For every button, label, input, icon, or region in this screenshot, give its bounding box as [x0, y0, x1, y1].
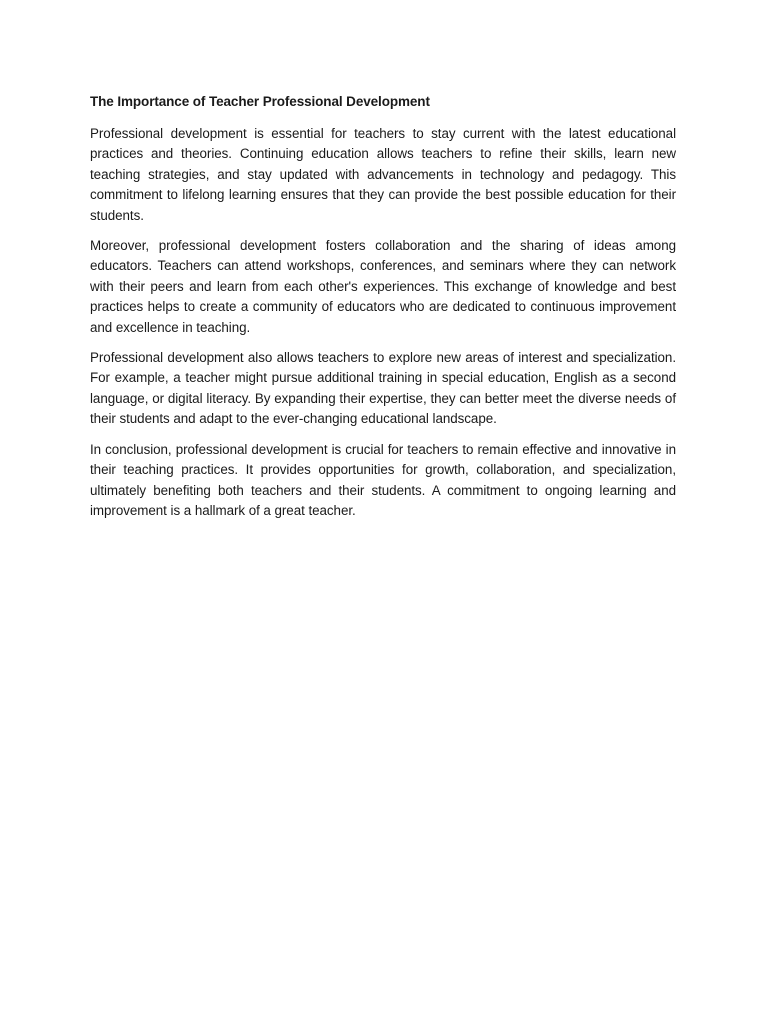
- paragraph-4: In conclusion, professional development is crucial for teachers to remain effective and innovative in their teaching practices. It provides opportunities for growth, collaboration, and specialization, ultimately benefiting both teachers and their students. A commitment to ongoing learning and improvement is a hallmark of a great teacher.: [90, 441, 676, 518]
- paragraph-3: Professional development also allows teachers to explore new areas of interest and specialization. For example, a teacher might pursue additional training in special education, English as a second language, or digital literacy. By expanding their expertise, they can better meet the diverse needs of their students and adapt to the ever-changing educational landscape.: [90, 350, 676, 427]
- paragraph-1: Professional development is essential for teachers to stay current with the latest educational practices and theories. Continuing education allows teachers to refine their skills, learn new teaching strategies, and stay updated with advancements in technology and pedagogy. This commitment to lifelong learning ensures that they can provide the best possible education for their students.: [90, 126, 676, 223]
- paragraph-2: Moreover, professional development fosters collaboration and the sharing of ideas among educators. Teachers can attend workshops, conferences, and seminars where they can network with their peers and learn from each other's experiences. This exchange of knowledge and best practices helps to create a community of educators who are dedicated to continuous improvement and excellence in teaching.: [90, 238, 676, 335]
- document-title: The Importance of Teacher Professional Development: [90, 94, 430, 109]
- document-body: [90, 93, 676, 531]
